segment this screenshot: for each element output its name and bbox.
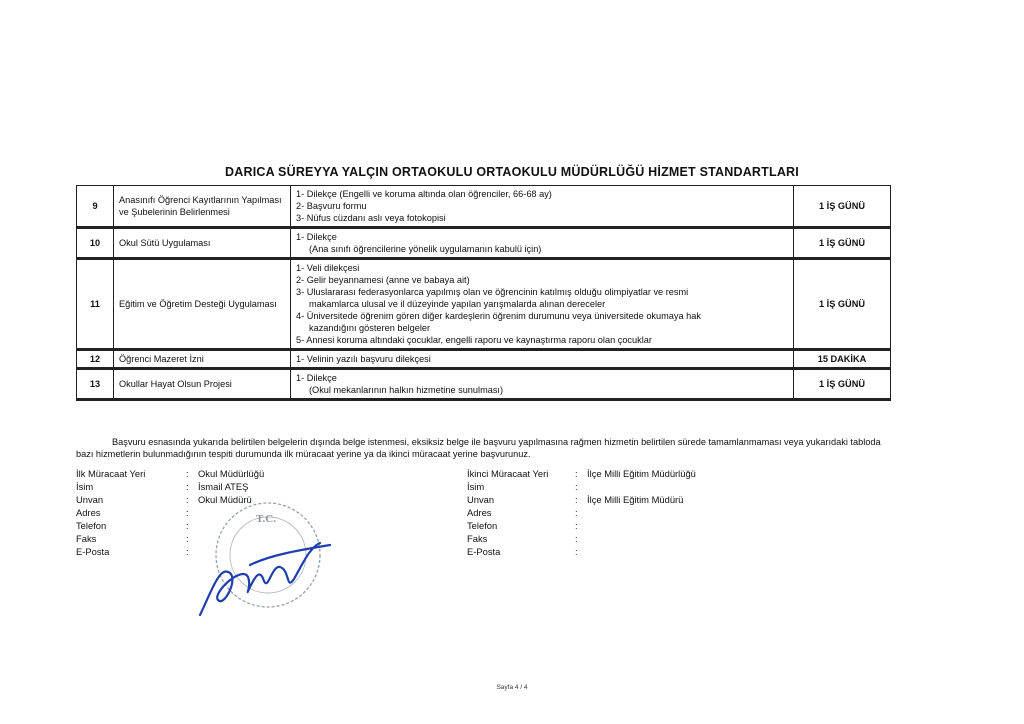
service-number: 13 (77, 369, 114, 400)
document-item: 1- Veli dilekçesi (296, 263, 360, 273)
contact-label: E-Posta (76, 546, 110, 557)
required-documents (291, 228, 794, 259)
service-name: Okullar Hayat Olsun Projesi (114, 369, 291, 400)
contact-colon: : (575, 494, 578, 505)
service-name: Eğitim ve Öğretim Desteği Uygulaması (114, 259, 291, 350)
contact-colon: : (186, 468, 189, 479)
stamp-text: T.C. (256, 513, 276, 525)
service-name: Öğrenci Mazeret İzni (114, 350, 291, 369)
contact-label: İsim (467, 481, 485, 492)
contact-label: Telefon (467, 520, 498, 531)
table-row (77, 259, 891, 350)
document-item: 1- Dilekçe (296, 373, 337, 383)
contact-label: İsim (76, 481, 94, 492)
service-number: 11 (77, 259, 114, 350)
official-stamp-signature (190, 495, 340, 630)
contact-label: İlk Müracaat Yeri (76, 468, 146, 479)
completion-time: 1 İŞ GÜNÜ (794, 186, 891, 228)
service-standards-table (76, 185, 891, 401)
service-number: 12 (77, 350, 114, 369)
document-item: 1- Velinin yazılı başvuru dilekçesi (296, 354, 431, 364)
document-item: 2- Gelir beyannamesi (anne ve babaya ait) (296, 275, 470, 285)
application-note: Başvuru esnasında yukarıda belirtilen belgelerin dışında belge istenmesi, eksiksiz belge ile başvuru yapılmasına rağmen hizmetin belirtilen sürede tamamlanmaması veya yukarıdaki tabloda bazı hizmetlerin bulunmadığının tespiti durumunda ilk müracaat yerine ya da ikinci müracaat yerine başvurunuz. (76, 437, 881, 459)
service-name: Anasınıfı Öğrenci Kayıtlarının Yapılması ve Şubelerinin Belirlenmesi (114, 186, 291, 228)
contact-label: Faks (76, 533, 97, 544)
contact-row (467, 467, 696, 480)
completion-time: 15 DAKİKA (794, 350, 891, 369)
contact-value: Okul Müdürü (198, 494, 252, 505)
contact-colon: : (186, 520, 189, 531)
document-item: makamlarca ulusal ve il düzeyinde yapılan yarışmalarda alınan dereceler (309, 299, 606, 309)
contact-colon: : (186, 533, 189, 544)
required-documents (291, 186, 794, 228)
contact-label: Adres (467, 507, 492, 518)
contact-colon: : (575, 546, 578, 557)
contact-label: Unvan (76, 494, 104, 505)
page-title: DARICA SÜREYYA YALÇIN ORTAOKULU ORTAOKULU MÜDÜRLÜĞÜ HİZMET STANDARTLARI (225, 165, 799, 179)
service-number: 9 (77, 186, 114, 228)
contact-colon: : (575, 507, 578, 518)
table-row (77, 186, 891, 228)
completion-time: 1 İŞ GÜNÜ (794, 228, 891, 259)
contact-colon: : (575, 468, 578, 479)
document-item: kazandığını gösteren belgeler (309, 323, 431, 333)
contact-row (467, 519, 696, 532)
completion-time: 1 İŞ GÜNÜ (794, 369, 891, 400)
contact-row (76, 467, 264, 480)
contact-label: Telefon (76, 520, 107, 531)
contact-row (467, 493, 696, 506)
table-row (77, 369, 891, 400)
contact-colon: : (186, 494, 189, 505)
signature (200, 543, 330, 615)
document-item: 3- Nüfus cüzdanı aslı veya fotokopisi (296, 213, 446, 223)
contact-row (76, 480, 264, 493)
second-contact-block (467, 467, 696, 558)
document-item: (Ana sınıfı öğrencilerine yönelik uygulamanın kabulü için) (309, 244, 542, 254)
required-documents (291, 350, 794, 369)
contact-row (467, 545, 696, 558)
contact-colon: : (186, 507, 189, 518)
service-name: Okul Sütü Uygulaması (114, 228, 291, 259)
table-row (77, 228, 891, 259)
document-item: 2- Başvuru formu (296, 201, 367, 211)
document-item: (Okul mekanlarının halkın hizmetine sunulması) (309, 385, 504, 395)
contact-colon: : (186, 481, 189, 492)
document-item: 1- Dilekçe (Engelli ve koruma altında olan öğrenciler, 66-68 ay) (296, 189, 552, 199)
contact-row (467, 480, 696, 493)
contact-colon: : (575, 533, 578, 544)
table-row (77, 350, 891, 369)
page-number: Sayfa 4 / 4 (496, 684, 528, 691)
contact-label: Adres (76, 507, 101, 518)
document-item: 5- Annesi koruma altındaki çocuklar, engelli raporu ve kaynaştırma raporu olan çocuklar (296, 335, 652, 345)
contact-colon: : (575, 520, 578, 531)
contact-value: İlçe Milli Eğitim Müdürlüğü (587, 468, 696, 479)
document-item: 4- Üniversitede öğrenim gören diğer kardeşlerin öğrenim durumunu veya üniversitede okumaya hak (296, 311, 701, 321)
contact-row (467, 532, 696, 545)
document-item: 3- Uluslararası federasyonlarca yapılmış olan ve öğrencinin katılmış olduğu olimpiyatlar ve resmi (296, 287, 689, 297)
service-number: 10 (77, 228, 114, 259)
contact-row (467, 506, 696, 519)
required-documents (291, 259, 794, 350)
required-documents (291, 369, 794, 400)
contact-value: Okul Müdürlüğü (198, 468, 265, 479)
contact-colon: : (575, 481, 578, 492)
completion-time: 1 İŞ GÜNÜ (794, 259, 891, 350)
contact-label: E-Posta (467, 546, 501, 557)
contact-label: Faks (467, 533, 488, 544)
contact-colon: : (186, 546, 189, 557)
document-item: 1- Dilekçe (296, 232, 337, 242)
contact-label: Unvan (467, 494, 495, 505)
contact-label: İkinci Müracaat Yeri (467, 468, 549, 479)
contact-value: İsmail ATEŞ (198, 481, 249, 492)
contact-value: İlçe Milli Eğitim Müdürü (587, 494, 684, 505)
